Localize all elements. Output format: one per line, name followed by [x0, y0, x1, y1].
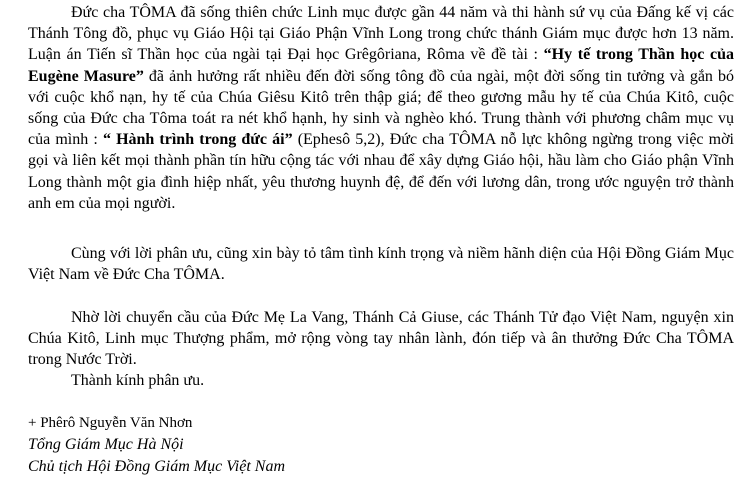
biography-text-part2: đã ảnh hưởng rất nhiều đến đời sống tông đồ của ngài, một đời sống tin tưởng và gắn bó với cuộc khổ nạn, hy tế của Chúa Giêsu Kitô trên thập giá; để theo gương mẫu hy tế của Chúa Kitô, cuộc sống của Đức cha Tôma toát ra nét khổ hạnh, hy sinh và nghèo khó. Trung thành với phương châm mục vụ của mình :	[28, 67, 734, 149]
paragraph-prayer: Nhờ lời chuyển cầu của Đức Mẹ La Vang, Thánh Cả Giuse, các Thánh Tử đạo Việt Nam, nguyện xin Chúa Kitô, Linh mục Thượng phẩm, mở rộng vòng tay nhân lành, đón tiếp và ân thưởng Đức Cha TÔMA trong Nước Trời.	[28, 309, 734, 369]
biography-text-part1: Đức cha TÔMA đã sống thiên chức Linh mục được gần 44 năm và thi hành sứ vụ của Đấng kế vị các Thánh Tông đồ, phục vụ Giáo Hội tại Giáo Phận Vĩnh Long trong chức thánh Giám mục được hơn 13 năm. Luận án Tiến sĩ Thần học của ngài tại Đại học Grêgôriana, Rôma về đề tài :	[28, 4, 734, 64]
pastoral-motto: “ Hành trình trong đức ái”	[102, 131, 293, 149]
paragraph-biography	[28, 2, 734, 214]
paragraph-closing: Thành kính phân ưu.	[71, 372, 205, 389]
signature-title: Tổng Giám Mục Hà Nội	[28, 436, 184, 453]
paragraph-condolence: Cùng với lời phân ưu, cũng xin bày tỏ tâm tình kính trọng và niềm hãnh diện của Hội Đồng Giám Mục Việt Nam về Đức Cha TÔMA.	[28, 245, 734, 284]
thesis-title: “Hy tế trong Thần học của Eugène Masure”	[28, 46, 735, 85]
signature-name: + Phêrô Nguyễn Văn Nhơn	[28, 415, 193, 431]
biography-text-part3: (Ephesô 5,2), Đức cha TÔMA nỗ lực không ngừng trong việc mời gọi và liên kết mọi thành phần tín hữu cộng tác với nhau để xây dựng Giáo hội, hầu làm cho Giáo phận Vĩnh Long thành một gia đình hiệp nhất, yêu thương huynh đệ, để đến với lương dân, trong ước nguyện trở thành anh em của mọi người.	[28, 131, 735, 212]
signature-role: Chủ tịch Hội Đồng Giám Mục Việt Nam	[28, 458, 286, 475]
